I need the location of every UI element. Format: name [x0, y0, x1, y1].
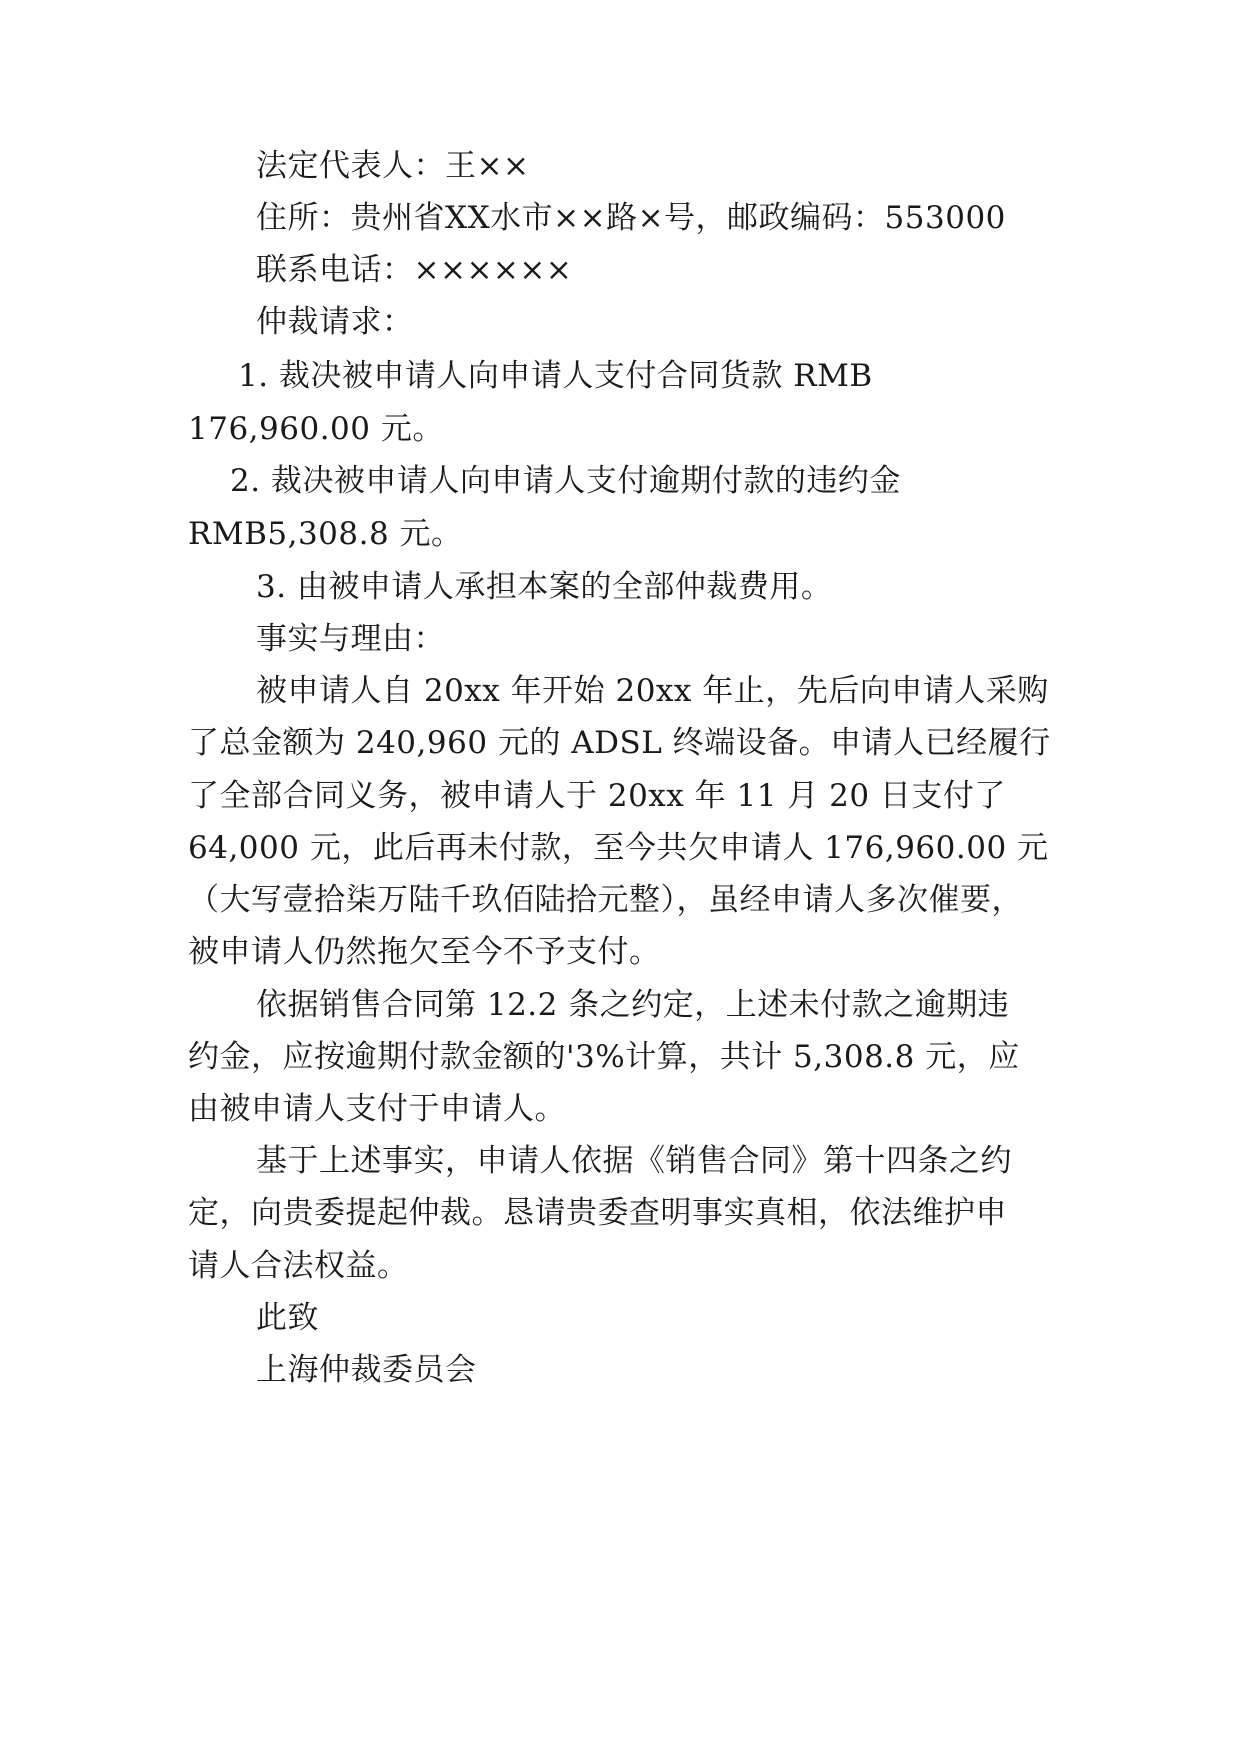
facts-paragraph-1-line: 了总金额为 240,960 元的 ADSL 终端设备。申请人已经履行 — [188, 725, 1051, 761]
facts-paragraph-1-line: 64,000 元，此后再未付款，至今共欠申请人 176,960.00 元 — [188, 830, 1049, 866]
facts-paragraph-3-line: 定，向贵委提起仲裁。恳请贵委查明事实真相，依法维护申 — [188, 1195, 1007, 1231]
facts-paragraph-1-line: 被申请人自 20xx 年开始 20xx 年止，先后向申请人采购 — [256, 673, 1049, 709]
salutation: 此致 — [256, 1300, 319, 1336]
facts-paragraph-2-line: 依据销售合同第 12.2 条之约定，上述未付款之逾期违 — [256, 987, 1010, 1023]
recipient: 上海仲裁委员会 — [256, 1352, 477, 1388]
facts-paragraph-2-line: 由被申请人支付于申请人。 — [188, 1091, 566, 1127]
claim-item-2-line-1: 2. 裁决被申请人向申请人支付逾期付款的违约金 — [230, 463, 901, 499]
claim-item-2-line-2: RMB5,308.8 元。 — [188, 516, 463, 552]
legal-representative: 法定代表人：王×× — [256, 148, 530, 184]
facts-paragraph-1-line: 被申请人仍然拖欠至今不予支付。 — [188, 934, 661, 970]
claim-item-3: 3. 由被申请人承担本案的全部仲裁费用。 — [256, 569, 833, 605]
claim-item-1-line-1: 1. 裁决被申请人向申请人支付合同货款 RMB — [238, 358, 873, 394]
claims-heading: 仲裁请求： — [256, 304, 414, 340]
claim-item-1-line-2: 176,960.00 元。 — [188, 411, 444, 447]
facts-paragraph-2-line: 约金，应按逾期付款金额的'3%计算，共计 5,308.8 元，应 — [188, 1039, 1020, 1075]
contact-phone: 联系电话：×××××× — [256, 252, 573, 288]
facts-heading: 事实与理由： — [256, 621, 445, 657]
facts-paragraph-3-line: 基于上述事实，申请人依据《销售合同》第十四条之约 — [256, 1143, 1012, 1179]
facts-paragraph-1-line: （大写壹拾柒万陆千玖佰陆拾元整），虽经申请人多次催要， — [188, 882, 1023, 918]
facts-paragraph-1-line: 了全部合同义务，被申请人于 20xx 年 11 月 20 日支付了 — [188, 778, 1006, 814]
address: 住所：贵州省XX水市××路×号，邮政编码：553000 — [256, 200, 1006, 236]
facts-paragraph-3-line: 请人合法权益。 — [188, 1248, 409, 1284]
